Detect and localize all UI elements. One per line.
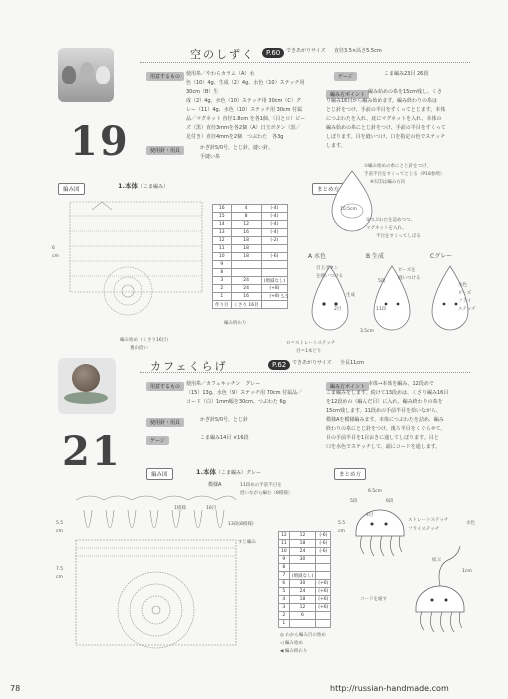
crochet-chart-bottom <box>70 490 240 655</box>
gauge-label: ゲージ <box>334 72 357 81</box>
body-title: 1.本体（こま編み） <box>118 182 169 190</box>
table-row: 13 16 (-4) <box>213 229 288 237</box>
dim-height: 6 cm <box>52 246 59 259</box>
jelly-note-cord: コードを通す <box>360 597 387 602</box>
table-row: 8 <box>279 564 331 572</box>
table-row: 10 18 (-6) <box>213 253 288 261</box>
table-row: 16 4 (-4) <box>213 205 288 213</box>
table-row: 8 <box>213 269 288 277</box>
amigurumi-drops-photo <box>58 48 114 102</box>
table-row: 7 (増減なし) <box>279 572 331 580</box>
jelly-note-tie: 結ぶ <box>432 558 441 563</box>
pattern-title-2: カフェくらげ <box>150 360 228 373</box>
jellyfish-photo <box>58 358 116 414</box>
pattern-number-2: 21 <box>62 428 122 475</box>
pattern-number: 19 <box>70 118 130 165</box>
tools-label-2: 使用針・用具 <box>146 418 184 427</box>
page-number: 78 <box>10 684 21 693</box>
pattern-title: 空のしずく <box>190 48 255 61</box>
variant-a: A 水色 <box>308 253 327 260</box>
table-row: 2 6 <box>279 612 331 620</box>
page-badge-2[interactable]: P.62 <box>268 360 290 370</box>
howto-steps: ①編み始めの糸にとじ針をつけ、 手前半目をすくってとじる（P18参照） ※矢印は編み方向 <box>364 164 445 185</box>
materials-label: 用意するもの <box>146 72 184 81</box>
table-row: 9 <box>213 261 288 269</box>
dim-top-2: 5.5 cm <box>56 521 64 534</box>
gauge-value: こま編み23目 26段 <box>384 71 429 77</box>
materials-text-2: 使用糸／カフェキッチン グレー （15）13g、水色（9）ステッチ用 70cm 付属品／ コード（白）1mm幅を30cm、つぶわた 6g <box>186 381 303 405</box>
table-row: 10 24 (-6) <box>279 548 331 556</box>
jelly-note-dim: 5.5 cm <box>338 521 346 534</box>
dim-width2: 3.5cm <box>360 329 375 334</box>
jelly-note-6dan: 6段 <box>386 499 394 504</box>
table-row: 作り目 くさり 16目 <box>213 301 288 309</box>
points-text-2: 本体→本体を編み、12段めで <box>368 381 434 387</box>
start-label: 編み始め（くさり16目） 裏山拾い <box>120 338 171 351</box>
row-count-table-2 <box>278 531 331 628</box>
howto-title-2: まとめ方 <box>334 468 366 480</box>
materials-text: 使用糸／やわらカラム（A）水 色（10）4g、生成（2）4g、水色（10）ステッチ用 30cm（B）生 成（2）4g、水色（10）ステッチ用 30cm（C）グ レー（11）4g、水色（10）ステッチ用 30cm 付属 品／マグネット 直径1.8cm を各1個、（目とロ）ビー ズ（黒）直径3mmを各2個（A）日玉ボタン（黒／ 足付き）直径4mmを2個 つぶわた 各3g <box>186 71 306 140</box>
variant-b: B 生成 <box>366 253 385 260</box>
row-count-table <box>212 204 288 309</box>
jelly-note-5dan: 5段 <box>350 499 358 504</box>
table-row: 2 24 (+8) <box>213 285 288 293</box>
stitch-note: ロ＝ストレートステッチ 目＝1本どり <box>286 341 336 354</box>
body-title-2: 1.本体（こま編み）グレー <box>196 468 262 476</box>
tools-label: 使用針・用具 <box>146 146 184 155</box>
table-row: 6 30 (+6) <box>279 580 331 588</box>
variant-c: Cグレー <box>430 253 453 260</box>
watermark[interactable]: http://russian-handmade.com <box>330 684 449 693</box>
row-end-label: 編み終わり <box>224 321 247 326</box>
pattern-a-note: 11段めの手前半目を 拾いながら編む（8模様） <box>240 483 293 496</box>
table-row: 11 18 (-6) <box>279 540 331 548</box>
table-row: 3 24 (増減なし) <box>213 277 288 285</box>
jelly-note-1cm: 1cm <box>462 569 472 574</box>
crochet-chart-top <box>62 196 212 326</box>
table-row: 11 18 <box>213 245 288 253</box>
table-row: 9 30 <box>279 556 331 564</box>
pattern-a-label: 模様A <box>208 482 222 488</box>
legend: ◎ わから編み目の始め ◁ 編み始め ◀ 編み終わり <box>280 633 326 654</box>
gauge-value-2: こま編み14目 ×16段 <box>200 435 249 441</box>
howto-title: まとめ方 <box>312 183 344 195</box>
page-badge[interactable]: P.60 <box>262 48 284 58</box>
jelly-note-straight: ストレートステッチ <box>408 518 449 523</box>
size-value-2: 全長11cm <box>340 360 364 366</box>
suji-label: すじ編み <box>238 540 256 545</box>
points-text: 編み始めの糸を15cm残し、くさ <box>368 89 442 95</box>
size-label: できあがりサイズ <box>286 48 326 54</box>
howto-width: 6.5cm <box>368 489 383 494</box>
gauge-label-2: ゲージ <box>146 436 169 445</box>
table-row: 12 18 (-2) <box>213 237 288 245</box>
chart-title: 編み図 <box>58 183 85 195</box>
points-label: 編み方ポイント <box>326 90 369 99</box>
row16-label: 16目 <box>206 506 217 511</box>
row1-label: 1模様 <box>174 506 186 511</box>
row13-label: 13段(8模様) <box>228 522 254 527</box>
size-label-2: できあがりサイズ <box>292 360 332 366</box>
jelly-note-4me: 4目 <box>366 513 374 518</box>
table-row: 1 16 (+8) <box>213 293 288 301</box>
dim-bottom-2: 7.5 cm <box>56 567 64 580</box>
tools-text: かぎ針5/0号、とじ針、縫い針、 手縫い糸 <box>200 145 274 160</box>
table-row: 5 24 (+6) <box>279 588 331 596</box>
tools-text-2: かぎ針5/0号、とじ針 <box>200 417 249 423</box>
variant-notes: 目玉ボタン を縫いつける <box>316 266 343 279</box>
materials-label-2: 用意するもの <box>146 382 184 391</box>
jelly-note-color: 水色 <box>466 521 475 526</box>
table-row: 15 8 (-4) <box>213 213 288 221</box>
table-row: 12 12 (-6) <box>279 532 331 540</box>
chart-title-2: 編み図 <box>146 468 173 480</box>
magnet-size: 10.5cm <box>340 207 357 212</box>
table-row: 4 18 (+6) <box>279 596 331 604</box>
dim-height2: 5.5 <box>281 295 289 300</box>
points-label-2: 編み方ポイント <box>326 382 369 391</box>
table-row: 3 12 (+6) <box>279 604 331 612</box>
jelly-note-fly: フライステッチ <box>408 527 440 532</box>
table-row: 1 <box>279 620 331 628</box>
table-row: 14 12 (-4) <box>213 221 288 229</box>
size-value: 直径3.5×高さ5.5cm <box>334 48 382 54</box>
